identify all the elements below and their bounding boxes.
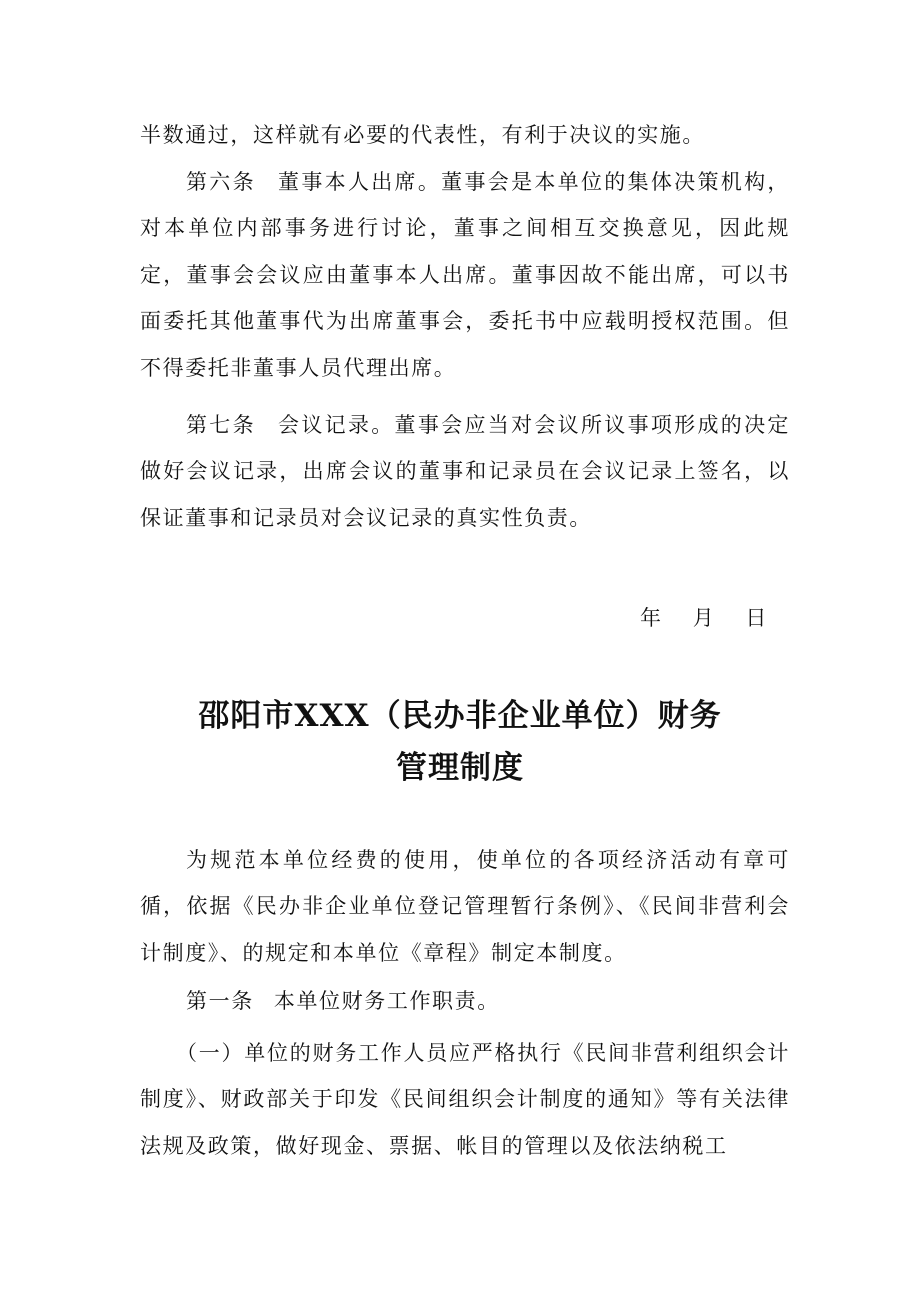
paragraph-continuation: 半数通过，这样就有必要的代表性，有利于决议的实施。 xyxy=(140,123,705,147)
article-6-paragraph xyxy=(140,159,790,391)
document-title-line-2: 管理制度 xyxy=(396,750,524,786)
article-7-label: 第七条 xyxy=(186,413,256,437)
date-line: 年 月 日 xyxy=(640,606,768,630)
intro-paragraph: 为规范本单位经费的使用，使单位的各项经济活动有章可循，依据《民办非企业单位登记管理暂行条例》、《民间非营利会计制度》、的规定和本单位《章程》制定本制度。 xyxy=(140,848,790,965)
article-6-text: 董事本人出席。董事会是本单位的集体决策机构，对本单位内部事务进行讨论，董事之间相互交换意见，因此规定，董事会会议应由董事本人出席。董事因故不能出席，可以书面委托其他董事代为出席董事会，委托书中应载明授权范围。但不得委托非董事人员代理出席。 xyxy=(140,170,790,380)
article-1-paragraph xyxy=(140,978,790,1024)
article-7-text: 会议记录。董事会应当对会议所议事项形成的决定做好会议记录，出席会议的董事和记录员在会议记录上签名，以保证董事和记录员对会议记录的真实性负责。 xyxy=(140,413,790,530)
article-7-paragraph xyxy=(140,402,790,541)
item-1-paragraph: （一）单位的财务工作人员应严格执行《民间非营利组织会计制度》、财政部关于印发《民间组织会计制度的通知》等有关法律法规及政策，做好现金、票据、帐目的管理以及依法纳税工 xyxy=(140,1041,790,1158)
article-1-text: 本单位财务工作职责。 xyxy=(273,989,500,1013)
document-title-line-1: 邵阳市XXX（民办非企业单位）财务 xyxy=(198,698,722,734)
article-6-label: 第六条 xyxy=(186,170,256,194)
article-1-label: 第一条 xyxy=(186,989,254,1013)
